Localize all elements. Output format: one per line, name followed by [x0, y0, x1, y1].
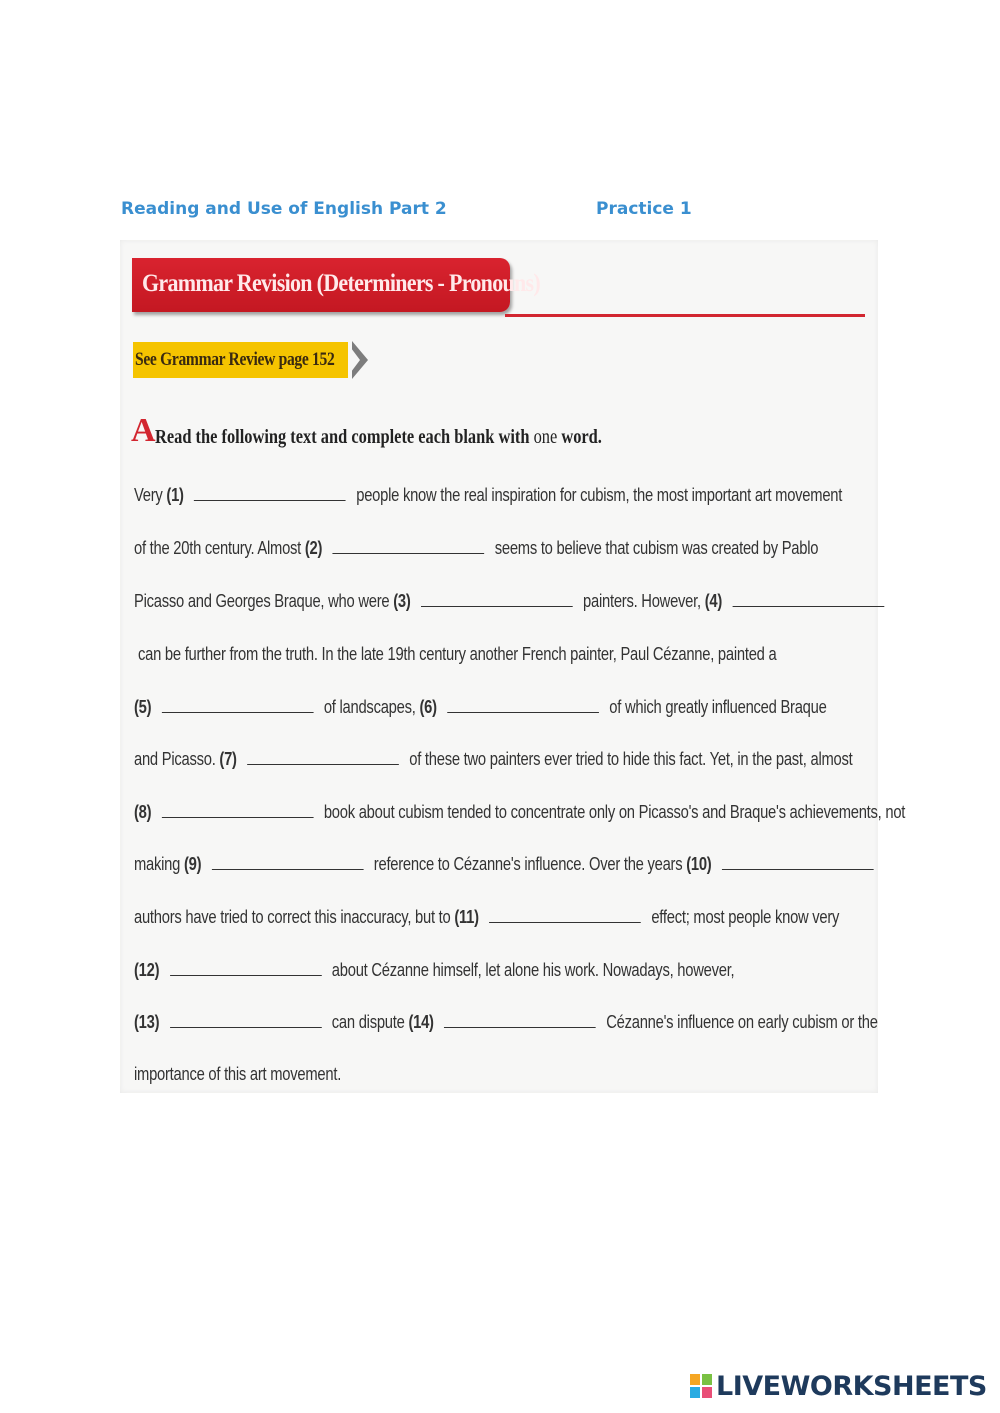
text-line: and Picasso. (7) of these two painters ever tried to hide this fact. Yet, in the past, almost	[134, 749, 853, 769]
text-line: authors have tried to correct this inaccuracy, but to (11) effect; most people know very	[134, 907, 840, 927]
text-line: (5) of landscapes, (6) of which greatly influenced Braque	[134, 697, 827, 717]
text-line: importance of this art movement.	[134, 1064, 342, 1084]
text-line: (13) can dispute (14) Cézanne's influence on early cubism or the	[134, 1012, 878, 1032]
answer-blank-11[interactable]	[489, 908, 641, 923]
grammar-banner	[132, 258, 541, 312]
logo-square	[702, 1387, 712, 1398]
answer-blank-10[interactable]	[722, 855, 874, 870]
blank-number: (10)	[686, 854, 712, 874]
blank-number: (14)	[408, 1012, 434, 1032]
answer-blank-3[interactable]	[421, 592, 573, 607]
text-line: (8) book about cubism tended to concentrate only on Picasso's and Braque's achievements, not	[134, 802, 906, 822]
text-line: can be further from the truth. In the late 19th century another French painter, Paul Cézanne, painted a	[138, 644, 777, 664]
logo-icon	[690, 1374, 712, 1398]
blank-number: (8)	[134, 802, 152, 822]
blank-number: (1)	[166, 485, 184, 505]
blank-number: (13)	[134, 1012, 160, 1032]
blank-number: (5)	[134, 697, 152, 717]
brand-name: LIVEWORKSHEETS	[716, 1371, 987, 1402]
text-line: (12) about Cézanne himself, let alone his work. Nowadays, however,	[134, 960, 735, 980]
banner-title: Grammar Revision (Determiners - Pronouns)	[142, 270, 541, 297]
logo-square	[690, 1374, 700, 1385]
banner-underline	[505, 314, 865, 317]
answer-blank-9[interactable]	[212, 855, 364, 870]
answer-blank-6[interactable]	[447, 698, 599, 713]
answer-blank-8[interactable]	[162, 803, 314, 818]
blank-number: (9)	[183, 854, 202, 874]
text-line: Picasso and Georges Braque, who were (3) painters. However, (4)	[134, 591, 891, 621]
answer-blank-12[interactable]	[170, 961, 322, 976]
blank-number: (12)	[134, 960, 160, 980]
part-title: Reading and Use of English Part 2	[121, 199, 447, 219]
grammar-review-tag	[133, 342, 348, 378]
answer-blank-4[interactable]	[732, 592, 884, 607]
blank-number: (4)	[704, 591, 723, 611]
blank-number: (2)	[304, 538, 323, 558]
liveworksheets-logo[interactable]	[690, 1369, 990, 1403]
practice-label: Practice 1	[596, 199, 692, 219]
blank-number: (6)	[419, 697, 437, 717]
instruction: Read the following text and complete each blank with one word.	[155, 426, 602, 448]
answer-blank-5[interactable]	[162, 698, 314, 713]
text-line: making (9) reference to Cézanne's influence. Over the years (10)	[134, 854, 880, 884]
page-header	[121, 199, 821, 225]
blank-number: (11)	[454, 907, 479, 927]
answer-blank-13[interactable]	[170, 1013, 322, 1028]
answer-blank-1[interactable]	[194, 486, 346, 501]
review-reference: See Grammar Review page 152	[135, 349, 335, 370]
blank-number: (3)	[393, 591, 411, 611]
logo-square	[690, 1387, 700, 1398]
scanned-exercise	[120, 240, 906, 1093]
answer-blank-14[interactable]	[444, 1013, 596, 1028]
section-letter: A	[131, 412, 156, 449]
answer-blank-7[interactable]	[247, 750, 399, 765]
text-line: of the 20th century. Almost (2) seems to believe that cubism was created by Pablo	[134, 538, 819, 558]
blank-number: (7)	[219, 749, 237, 769]
logo-square	[702, 1374, 712, 1385]
text-line: Very (1) people know the real inspiration for cubism, the most important art movement	[134, 485, 843, 505]
answer-blank-2[interactable]	[333, 539, 485, 554]
